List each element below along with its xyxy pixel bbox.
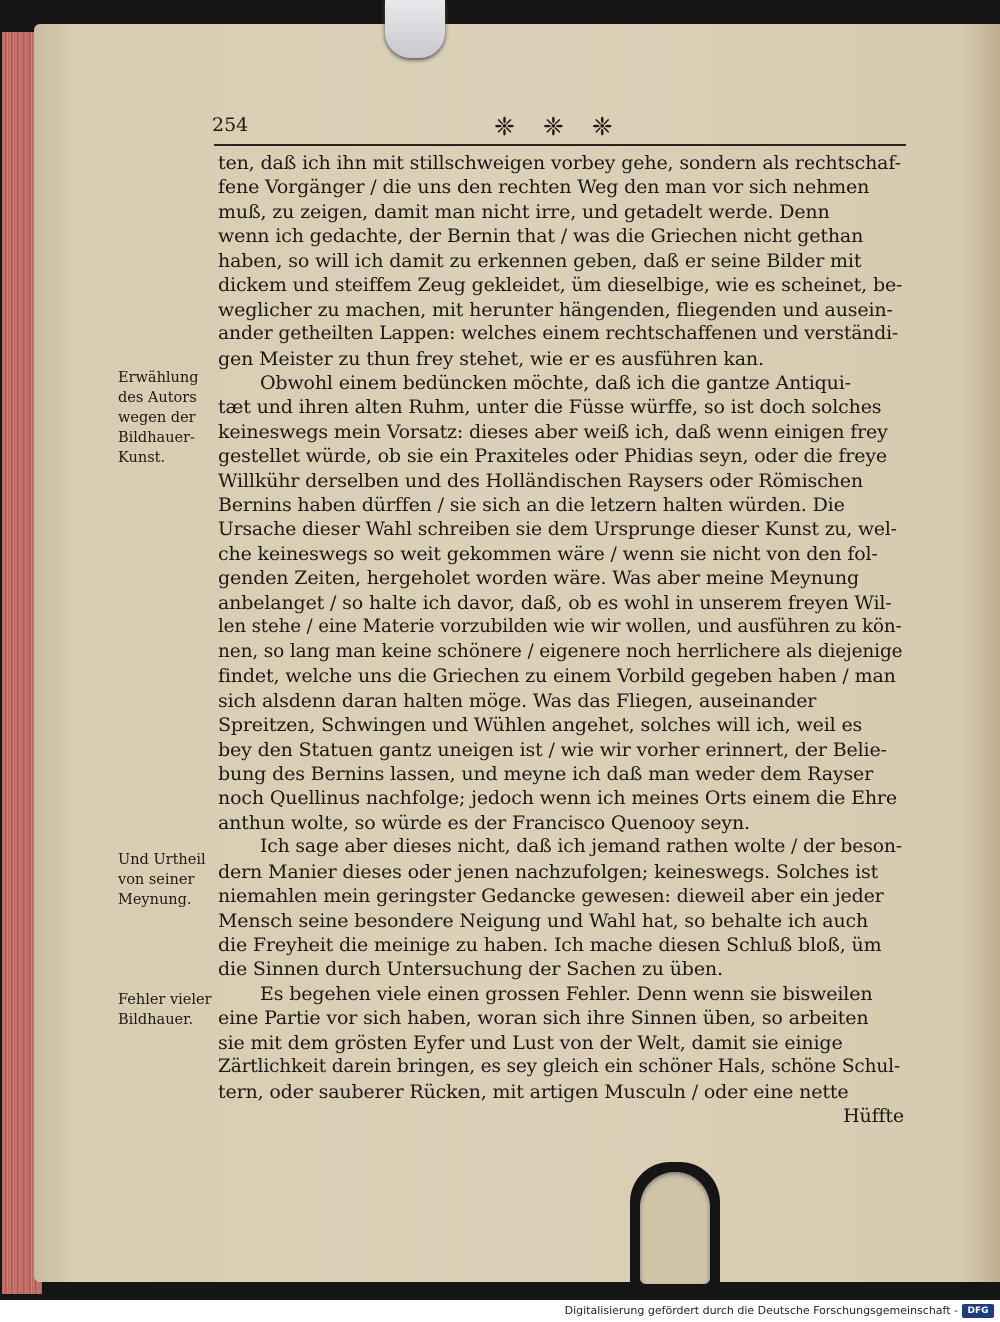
- text-line: die Freyheit die meinige zu haben. Ich mache diesen Schluß bloß, üm: [218, 934, 882, 956]
- text-line: Bernins haben dürffen / sie sich an die letzern halten würden. Die: [218, 494, 845, 517]
- text-line: ten, daß ich ihn mit stillschweigen vorbey gehe, sondern als rechtschaf-: [218, 152, 901, 174]
- page-number: 254: [212, 114, 249, 136]
- text-line: Willkühr derselben und des Holländischen Raysers oder Römischen: [218, 469, 863, 492]
- top-clip: [385, 0, 445, 58]
- text-line: bey den Statuen gantz uneigen ist / wie wir vorher erinnert, der Belie-: [218, 738, 887, 761]
- text-line: tern, oder sauberer Rücken, mit artigen Musculn / oder eine nette: [218, 1080, 849, 1103]
- text-line: tæt und ihren alten Ruhm, unter die Füsse würffe, so ist doch solches: [218, 396, 882, 419]
- text-line: weglicher zu machen, mit herunter hängenden, fliegenden und ausein-: [218, 298, 893, 321]
- text-line: haben, so will ich damit zu erkennen geben, daß er seine Bilder mit: [218, 249, 862, 272]
- text-line: noch Quellinus nachfolge; jedoch wenn ich meines Orts einem die Ehre: [218, 787, 897, 810]
- text-line: gestellet würde, ob sie ein Praxiteles oder Phidias seyn, oder die freye: [218, 445, 887, 468]
- text-line: nen, so lang man keine schönere / eigenere noch herrlichere als diejenige: [218, 640, 903, 662]
- paragraph-start: Obwohl einem bedüncken möchte, daß ich die gantze Antiqui-: [260, 371, 851, 394]
- header-rule: [214, 144, 906, 146]
- text-line: Mensch seine besondere Neigung und Wahl hat, so behalte ich auch: [218, 909, 869, 932]
- bottom-clip: [640, 1172, 710, 1284]
- paragraph-start: Ich sage aber dieses nicht, daß ich jemand rathen wolte / der beson-: [260, 836, 902, 858]
- dfg-logo-icon: DFG: [962, 1304, 994, 1318]
- text-line: muß, zu zeigen, damit man nicht irre, und getadelt werde. Denn: [218, 200, 830, 223]
- text-line: dern Manier dieses oder jenen nachzufolgen; keineswegs. Solches ist: [218, 860, 879, 883]
- margin-note-choice: Erwählung des Autors wegen der Bildhauer-Kunst.: [118, 370, 199, 466]
- text-line: findet, welche uns die Griechen zu einem Vorbild gegeben haben / man: [218, 665, 896, 688]
- text-line: gen Meister zu thun frey stehet, wie er es ausführen kan.: [218, 347, 764, 370]
- body-text: [218, 151, 904, 1129]
- paragraph-start: Es begehen viele einen grossen Fehler. Denn wenn sie bisweilen: [260, 982, 873, 1005]
- footer-bar: [0, 1300, 1000, 1322]
- text-line: niemahlen mein geringster Gedancke gewesen: dieweil aber ein jeder: [218, 885, 884, 908]
- text-line: Zärtlichkeit darein bringen, es sey gleich ein schöner Hals, schöne Schul-: [218, 1056, 900, 1078]
- text-line: dickem und steiffem Zeug gekleidet, üm dieselbige, wie es scheinet, be-: [218, 274, 903, 297]
- text-line: eine Partie vor sich haben, woran sich ihre Sinnen üben, so arbeiten: [218, 1007, 869, 1030]
- margin-note-judgement: Und Urtheil von seiner Meynung.: [118, 852, 206, 908]
- text-line: bung des Bernins lassen, und meyne ich daß man weder dem Rayser: [218, 762, 874, 785]
- text-line: anbelanget / so halte ich davor, daß, ob es wohl in unserem freyen Wil-: [218, 591, 892, 614]
- text-line: fene Vorgänger / die uns den rechten Weg den man vor sich nehmen: [218, 176, 870, 199]
- text-line: che keineswegs so weit gekommen wäre / wenn sie nicht von den fol-: [218, 543, 878, 565]
- text-line: Ursache dieser Wahl schreiben sie dem Ursprunge dieser Kunst zu, wel-: [218, 518, 897, 540]
- text-line: anthun wolte, so würde es der Francisco Quenooy seyn.: [218, 811, 750, 834]
- text-line: wenn ich gedachte, der Bernin that / was die Griechen nicht gethan: [218, 225, 864, 248]
- text-line: sie mit dem grösten Eyfer und Lust von der Welt, damit sie einige: [218, 1031, 843, 1054]
- text-line: Spreitzen, Schwingen und Wühlen angehet, solches will ich, weil es: [218, 714, 863, 737]
- footer-credit: Digitalisierung gefördert durch die Deutsche Forschungsgemeinschaft -: [564, 1304, 958, 1317]
- text-line: ander getheilten Lappen: welches einem rechtschaffenen und verständi-: [218, 323, 899, 345]
- margin-note-errors: Fehler vieler Bildhauer.: [118, 992, 212, 1028]
- text-line: keineswegs mein Vorsatz: dieses aber weiß ich, daß wenn einigen frey: [218, 420, 888, 443]
- text-line: sich alsdenn daran halten möge. Was das Fliegen, auseinander: [218, 689, 817, 712]
- catchword: Hüffte: [843, 1105, 904, 1128]
- text-line: len stehe / eine Materie vorzubilden wie wir wollen, und ausführen zu kön-: [218, 616, 902, 638]
- header-ornament: ❈ ❈ ❈: [494, 112, 623, 141]
- text-line: genden Zeiten, hergeholet worden wäre. Was aber meine Meynung: [218, 567, 860, 590]
- text-line: die Sinnen durch Untersuchung der Sachen zu üben.: [218, 958, 723, 981]
